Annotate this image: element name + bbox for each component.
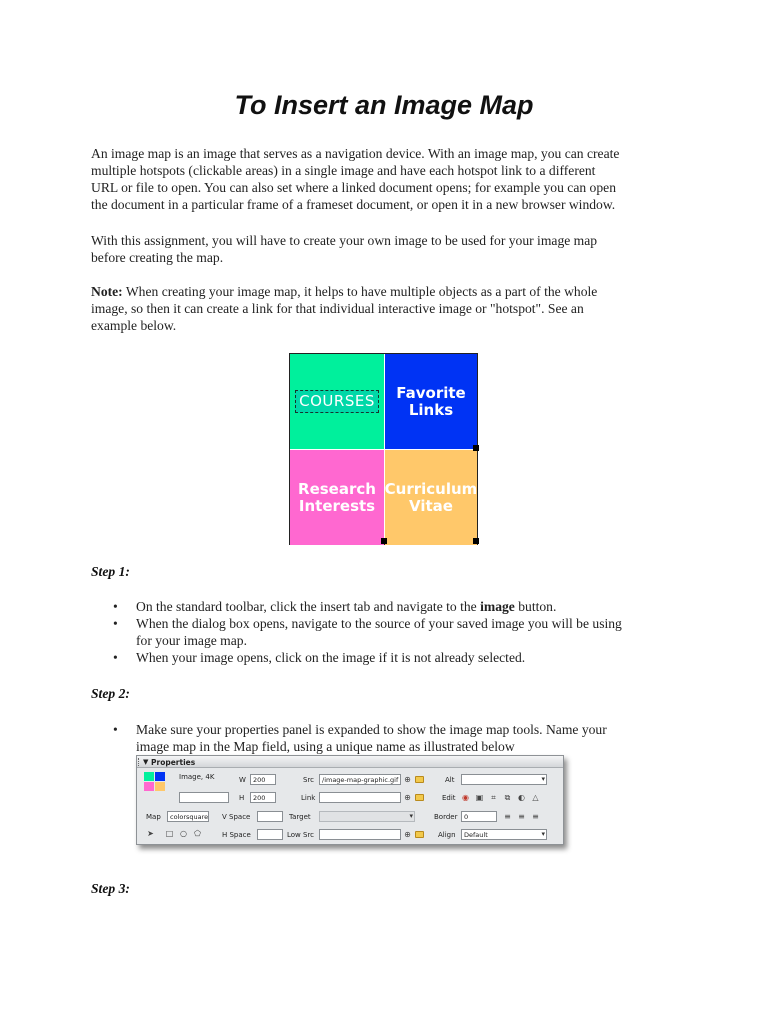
vspace-input[interactable]	[257, 811, 283, 822]
alt-dropdown[interactable]	[461, 774, 547, 785]
h-label: H	[239, 794, 245, 802]
links-label: Links	[408, 400, 454, 419]
target-dropdown[interactable]	[319, 811, 415, 822]
thumbnail-vitae	[155, 782, 165, 791]
edit-label: Edit	[442, 794, 456, 802]
note-line	[91, 283, 691, 300]
alt-label: Alt	[445, 776, 455, 784]
resample-icon[interactable]: ⧉	[504, 793, 511, 802]
step1-heading: Step 1:	[91, 564, 130, 579]
circle-hotspot-icon[interactable]: ○	[180, 829, 187, 838]
map-name-input[interactable]: colorsquare	[167, 811, 209, 822]
w-label: W	[239, 776, 246, 784]
properties-title: Properties	[151, 758, 196, 767]
thumbnail-research	[144, 782, 154, 791]
link-label: Link	[301, 794, 316, 802]
note-line: example below.	[91, 318, 177, 333]
grip-icon[interactable]	[138, 758, 141, 766]
step1-b2-line: • When the dialog box opens, navigate to the source of your saved image you will be using	[136, 616, 622, 631]
point-to-lowsrc-icon[interactable]: ⊕	[404, 830, 411, 839]
pointer-hotspot-tool-icon[interactable]: ➤	[147, 829, 154, 838]
image-map-example[interactable]	[289, 353, 478, 545]
border-label: Border	[434, 813, 458, 821]
properties-panel	[136, 755, 564, 845]
step1-b1-end: button.	[514, 599, 557, 614]
map-label: Map	[146, 813, 161, 821]
align-center-icon[interactable]: ≡	[518, 812, 525, 821]
hotspot-research-interests[interactable]	[290, 450, 384, 545]
assignment-paragraph	[91, 232, 691, 266]
browse-lowsrc-folder-icon[interactable]	[415, 831, 424, 838]
thumbnail-courses	[144, 772, 154, 781]
research-label: Research	[298, 479, 376, 498]
align-left-icon[interactable]: ≡	[504, 812, 511, 821]
align-dropdown[interactable]: Default ▾	[461, 829, 547, 840]
height-input[interactable]: 200	[250, 792, 276, 803]
courses-label: COURSES	[295, 390, 379, 413]
crop-icon[interactable]: ⌗	[491, 793, 496, 802]
browse-link-folder-icon[interactable]	[415, 794, 424, 801]
thumbnail-links	[155, 772, 165, 781]
intro-line: URL or file to open. You can also set where a linked document opens; for example you can open	[91, 180, 616, 195]
intro-paragraph	[91, 145, 691, 213]
src-label: Src	[303, 776, 315, 784]
hspace-label: H Space	[222, 831, 251, 839]
step2-b1-line: • Make sure your properties panel is expanded to show the image map tools. Name your	[136, 722, 607, 737]
note-line: image, so then it can create a link for that individual interactive image or "hotspot". See an	[91, 301, 584, 316]
width-input[interactable]: 200	[250, 774, 276, 785]
image-bold: image	[480, 599, 515, 614]
page-title: To Insert an Image Map	[234, 90, 534, 120]
border-input[interactable]: 0	[461, 811, 497, 822]
collapse-triangle-icon[interactable]: ▼	[143, 758, 149, 766]
point-to-file-icon[interactable]: ⊕	[404, 775, 411, 784]
resize-handle-corner[interactable]	[473, 538, 479, 544]
rectangle-hotspot-icon[interactable]: □	[165, 829, 174, 838]
polygon-hotspot-icon[interactable]: ⬠	[194, 829, 201, 838]
properties-header[interactable]	[137, 756, 563, 768]
hspace-input[interactable]	[257, 829, 283, 840]
image-info: Image, 4K	[179, 773, 215, 781]
align-label: Align	[438, 831, 456, 839]
step2-b1-line: image map in the Map field, using a unique name as illustrated below	[136, 739, 515, 754]
intro-line: An image map is an image that serves as a navigation device. With an image map, you can create	[91, 146, 620, 161]
brightness-icon[interactable]: ◐	[518, 793, 525, 802]
assignment-line: before creating the map.	[91, 250, 224, 265]
point-to-link-icon[interactable]: ⊕	[404, 793, 411, 802]
note-label: Note:	[91, 284, 123, 299]
browse-folder-icon[interactable]	[415, 776, 424, 783]
favorite-label: Favorite	[396, 383, 466, 402]
step2-heading: Step 2:	[91, 686, 130, 701]
link-input[interactable]	[319, 792, 401, 803]
interests-label: Interests	[298, 496, 376, 515]
step1-b1-text: On the standard toolbar, click the insert tab and navigate to the	[136, 599, 481, 614]
lowsrc-label: Low Src	[287, 831, 315, 839]
hotspot-courses[interactable]	[290, 354, 384, 449]
assignment-line: With this assignment, you will have to create your own image to be used for your image map	[91, 233, 598, 248]
target-label: Target	[289, 813, 311, 821]
note-text: When creating your image map, it helps to have multiple objects as a part of the whole	[122, 284, 598, 299]
sharpen-icon[interactable]: △	[532, 793, 539, 802]
step2-list	[113, 721, 693, 755]
image-name-input[interactable]	[179, 792, 229, 803]
list-item	[113, 721, 693, 755]
resize-handle-right[interactable]	[473, 445, 479, 451]
step1-list	[113, 598, 693, 666]
step1-b2-line: for your image map.	[136, 633, 247, 648]
intro-line: the document in a particular frame of a frameset document, or open it in a new browser window.	[91, 197, 616, 212]
src-input[interactable]: /image-map-graphic.gif	[319, 774, 401, 785]
hotspot-curriculum-vitae[interactable]	[385, 450, 477, 545]
align-right-icon[interactable]: ≡	[532, 812, 539, 821]
optimize-icon[interactable]: ▣	[475, 793, 484, 802]
list-item: • When your image opens, click on the image if it is not already selected.	[113, 649, 693, 666]
resize-handle-bottom[interactable]	[381, 538, 387, 544]
lowsrc-input[interactable]	[319, 829, 401, 840]
fireworks-edit-icon[interactable]: ◉	[462, 793, 469, 802]
note-paragraph	[91, 283, 691, 334]
list-item	[113, 598, 693, 615]
vitae-label: Vitae	[409, 496, 453, 515]
curriculum-label: Curriculum	[384, 479, 478, 498]
vspace-label: V Space	[222, 813, 251, 821]
list-item	[113, 615, 693, 649]
hotspot-favorite-links[interactable]	[385, 354, 477, 449]
step3-heading: Step 3:	[91, 881, 130, 896]
intro-line: multiple hotspots (clickable areas) in a single image and have each hotspot link to a different	[91, 163, 596, 178]
